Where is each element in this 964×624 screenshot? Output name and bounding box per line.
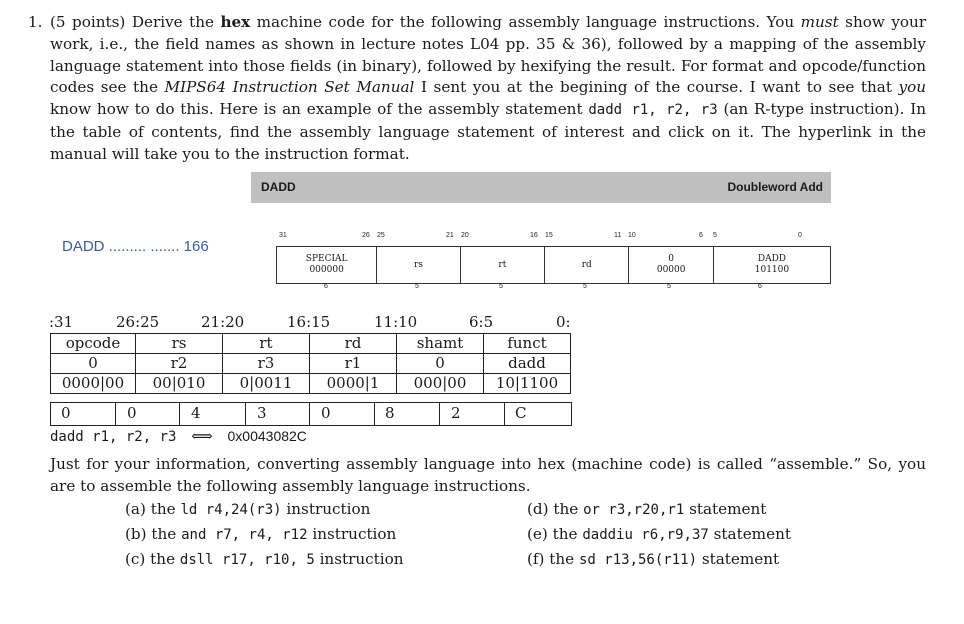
divider (374, 403, 375, 425)
equivalence-arrow: ⟺ (191, 427, 213, 445)
format-field-rs: rs (377, 247, 460, 283)
item-code: daddiu r6,r9,37 (582, 527, 709, 543)
item-e: (e) the daddiu r6,r9,37 statement (527, 525, 791, 543)
hex-digit-row (50, 402, 572, 426)
field-width: 5 (415, 283, 419, 290)
hex-digit: 4 (191, 404, 201, 422)
table-row (51, 354, 571, 374)
item-a: (a) the ld r4,24(r3) instruction (125, 500, 371, 518)
item-code: or r3,r20,r1 (583, 502, 685, 518)
divider (504, 403, 505, 425)
must-emphasis: must (800, 13, 839, 31)
bit-position: 21:20 (201, 313, 245, 331)
bit-position: 26:25 (116, 313, 160, 331)
manual-mnemonic: DADD (261, 180, 296, 194)
equivalence-line (50, 427, 307, 445)
binary-cell: 000|00 (397, 374, 484, 394)
binary-cell: 00|010 (136, 374, 223, 394)
hex-emphasis: hex (220, 13, 251, 31)
bit-number: 20 (461, 232, 469, 239)
field-width: 5 (499, 283, 503, 290)
binary-cell: 10|1100 (484, 374, 571, 394)
info-text: Just for your information, converting assembly language into hex (machine code) is called “assemble.” So, you are to assemble the following assembly language instructions. (50, 455, 926, 495)
format-field-special: SPECIAL 000000 (277, 247, 377, 283)
bit-number: 16 (530, 232, 538, 239)
bit-number: 26 (362, 232, 370, 239)
item-code: ld r4,24(r3) (180, 502, 282, 518)
value-cell: 0 (397, 354, 484, 374)
binary-cell: 0000|1 (310, 374, 397, 394)
manual-description: Doubleword Add (727, 180, 823, 194)
instruction-format (276, 246, 831, 284)
format-field-funct: DADD 101100 (754, 254, 790, 275)
value-cell: r3 (223, 354, 310, 374)
example-hex: 0x0043082C (227, 428, 307, 444)
binary-cell: 0|0011 (223, 374, 310, 394)
header-cell: funct (484, 334, 571, 354)
manual-title: MIPS64 Instruction Set Manual (164, 78, 415, 97)
divider (439, 403, 440, 425)
divider (179, 403, 180, 425)
bit-number: 15 (545, 232, 553, 239)
bit-number: 6 (699, 232, 703, 239)
header-cell: shamt (397, 334, 484, 354)
value-cell: r2 (136, 354, 223, 374)
bit-position: :31 (49, 313, 74, 331)
bit-number: 11 (614, 232, 622, 239)
item-code: and r7, r4, r12 (181, 527, 308, 543)
item-c: (c) the dsll r17, r10, 5 instruction (125, 550, 404, 568)
bit-position: 0: (556, 313, 571, 331)
divider (245, 403, 246, 425)
question-number: 1. (28, 13, 43, 31)
example-code: dadd r1, r2, r3 (588, 102, 718, 119)
question-text: (5 points) Derive the hex machine code for the following assembly language instructions. You must show your work, i.e., the field names as shown in lecture notes L04 pp. 35 & 36), followed by a mapping of the assembly language statement into those fields (in binary), followed by hexifying the result. For format and opcode/function codes see the MIPS64 Instruction Set Manual I sent you at the begining of the course. I want to see that you know how to do this. Here is an example of the assembly statement dadd r1, r2, r3 (an R-type instruction). In the table of contents, find the assembly language statement of interest and click on it. The hyperlink in the manual will take you to the instruction format. (50, 13, 927, 163)
field-width: 6 (324, 283, 328, 290)
hex-digit: 8 (385, 404, 395, 422)
bit-position: 16:15 (287, 313, 331, 331)
field-table (50, 333, 571, 394)
format-field-zero: 0 00000 (629, 247, 713, 283)
hex-digit: 0 (127, 404, 137, 422)
header-cell: rs (136, 334, 223, 354)
format-field-rd: rd (545, 247, 629, 283)
hex-digit: C (515, 404, 527, 422)
bit-number: 21 (446, 232, 454, 239)
bit-position: 6:5 (469, 313, 494, 331)
value-cell: r1 (310, 354, 397, 374)
manual-header-bar (251, 172, 831, 203)
bit-number: 10 (628, 232, 636, 239)
field-width: 5 (667, 283, 671, 290)
item-code: dsll r17, r10, 5 (179, 552, 315, 568)
item-code: sd r13,56(r11) (579, 552, 698, 568)
table-row (51, 374, 571, 394)
bit-number: 5 (713, 232, 717, 239)
bit-number: 25 (377, 232, 385, 239)
header-cell: opcode (51, 334, 136, 354)
points: (5 points) (50, 13, 126, 31)
bit-number: 31 (279, 232, 287, 239)
bit-number: 0 (798, 232, 802, 239)
hex-digit: 3 (257, 404, 267, 422)
you-emphasis: you (898, 78, 927, 97)
item-d: (d) the or r3,r20,r1 statement (527, 500, 767, 518)
bit-position: 11:10 (374, 313, 418, 331)
divider (309, 403, 310, 425)
divider (115, 403, 116, 425)
format-field-rt: rt (461, 247, 545, 283)
binary-cell: 0000|00 (51, 374, 136, 394)
header-cell: rt (223, 334, 310, 354)
hex-digit: 2 (451, 404, 461, 422)
item-f: (f) the sd r13,56(r11) statement (527, 550, 780, 568)
example-assembly: dadd r1, r2, r3 (50, 429, 177, 445)
value-cell: dadd (484, 354, 571, 374)
value-cell: 0 (51, 354, 136, 374)
toc-reference: DADD ......... ....... 166 (62, 238, 209, 255)
field-width: 5 (583, 283, 587, 290)
hex-digit: 0 (321, 404, 331, 422)
item-b: (b) the and r7, r4, r12 instruction (125, 525, 397, 543)
hex-digit: 0 (61, 404, 71, 422)
header-cell: rd (310, 334, 397, 354)
table-row (51, 334, 571, 354)
field-width: 6 (758, 283, 762, 290)
